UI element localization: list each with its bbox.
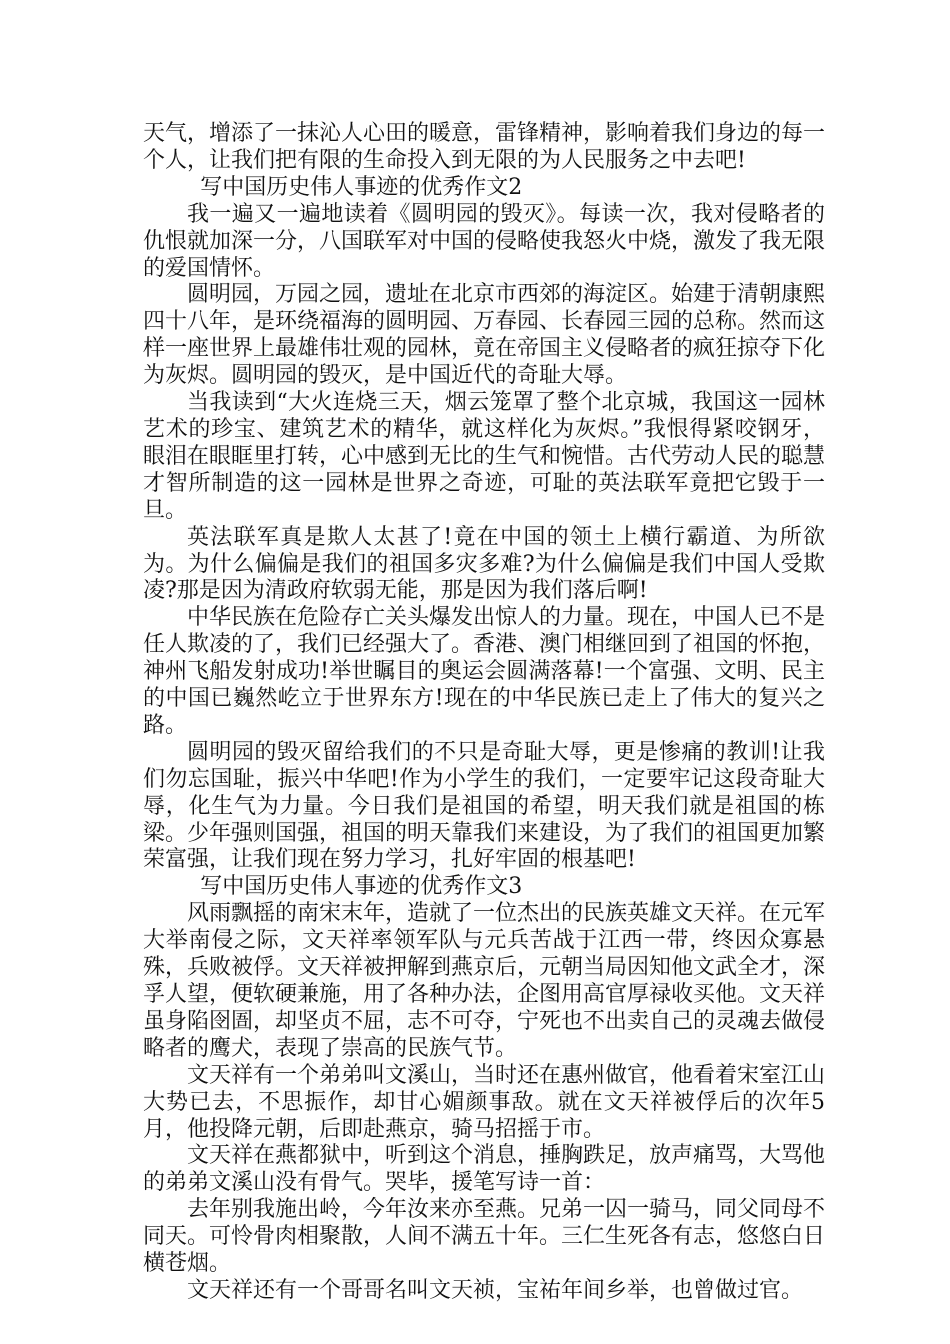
poem-paragraph: 去年别我施出岭，今年汝来亦至燕。兄弟一囚一骑马，同父同母不同天。可怜骨肉相聚散，人间不满五十年。三仁生死各有志，悠悠白日横苍烟。 xyxy=(143,1197,826,1277)
paragraph: 文天祥在燕都狱中，听到这个消息，捶胸跌足，放声痛骂，大骂他的弟弟文溪山没有骨气。哭毕，援笔写诗一首： xyxy=(143,1143,826,1196)
paragraph: 英法联军真是欺人太甚了!竟在中国的领土上横行霸道、为所欲为。为什么偏偏是我们的祖国多灾多难?为什么偏偏是我们中国人受欺凌?那是因为清政府软弱无能，那是因为我们落后啊! xyxy=(143,524,825,604)
document-page xyxy=(143,121,825,1305)
paragraph: 我一遍又一遍地读着《圆明园的毁灭》。每读一次，我对侵略者的仇恨就加深一分，八国联军对中国的侵略使我怒火中烧，激发了我无限的爱国情怀。 xyxy=(143,201,826,281)
paragraph: 圆明园，万园之园，遗址在北京市西郊的海淀区。始建于清朝康熙四十八年，是环绕福海的圆明园、万春园、长春园三园的总称。然而这样一座世界上最雄伟壮观的园林，竟在帝国主义侵略者的疯狂掠夺下化为灰烬。圆明园的毁灭，是中国近代的奇耻大辱。 xyxy=(143,282,826,389)
essay-heading-3: 写中国历史伟人事迹的优秀作文3 xyxy=(200,874,523,900)
paragraph: 中华民族在危险存亡关头爆发出惊人的力量。现在，中国人已不是任人欺凌的了，我们已经强大了。香港、澳门相继回到了祖国的怀抱，神州飞船发射成功!举世瞩目的奥运会圆满落幕!一个富强、文明、民主的中国已巍然屹立于世界东方!现在的中华民族已走上了伟大的复兴之路。 xyxy=(143,605,826,738)
paragraph-continued: 天气，增添了一抹沁人心田的暖意，雷锋精神，影响着我们身边的每一个人，让我们把有限的生命投入到无限的为人民服务之中去吧! xyxy=(143,121,826,173)
paragraph: 风雨飘摇的南宋末年，造就了一位杰出的民族英雄文天祥。在元军大举南侵之际，文天祥率领军队与元兵苦战于江西一带，终因众寡悬殊，兵败被俘。文天祥被押解到燕京后，元朝当局因知他文武全才，深孚人望，便软硬兼施，用了各种办法，企图用高官厚禄收买他。文天祥虽身陷囹圄，却坚贞不屈，志不可夺，宁死也不出卖自己的灵魂去做侵略者的鹰犬，表现了崇高的民族气节。 xyxy=(143,901,826,1061)
paragraph: 当我读到“大火连烧三天，烟云笼罩了整个北京城，我国这一园林艺术的珍宝、建筑艺术的精华，就这样化为灰烬。”我恨得紧咬钢牙，眼泪在眼眶里打转，心中感到无比的生气和惋惜。古代劳动人民的聪慧才智所制造的这一园林是世界之奇迹，可耻的英法联军竟把它毁于一旦。 xyxy=(143,390,826,523)
paragraph: 文天祥还有一个哥哥名叫文天祯，宝祐年间乡举，也曾做过官。 xyxy=(187,1277,804,1303)
paragraph: 文天祥有一个弟弟叫文溪山，当时还在惠州做官，他看着宋室江山大势已去，不思振作，却甘心媚颜事敌。就在文天祥被俘后的次年5月，他投降元朝，后即赴燕京，骑马招摇于市。 xyxy=(143,1062,826,1142)
essay-heading-2: 写中国历史伟人事迹的优秀作文2 xyxy=(200,174,523,200)
paragraph: 圆明园的毁灭留给我们的不只是奇耻大辱，更是惨痛的教训!让我们勿忘国耻，振兴中华吧!作为小学生的我们，一定要牢记这段奇耻大辱，化生气为力量。今日我们是祖国的希望，明天我们就是祖国的栋梁。少年强则国强，祖国的明天靠我们来建设，为了我们的祖国更加繁荣富强，让我们现在努力学习，扎好牢固的根基吧! xyxy=(143,739,826,873)
